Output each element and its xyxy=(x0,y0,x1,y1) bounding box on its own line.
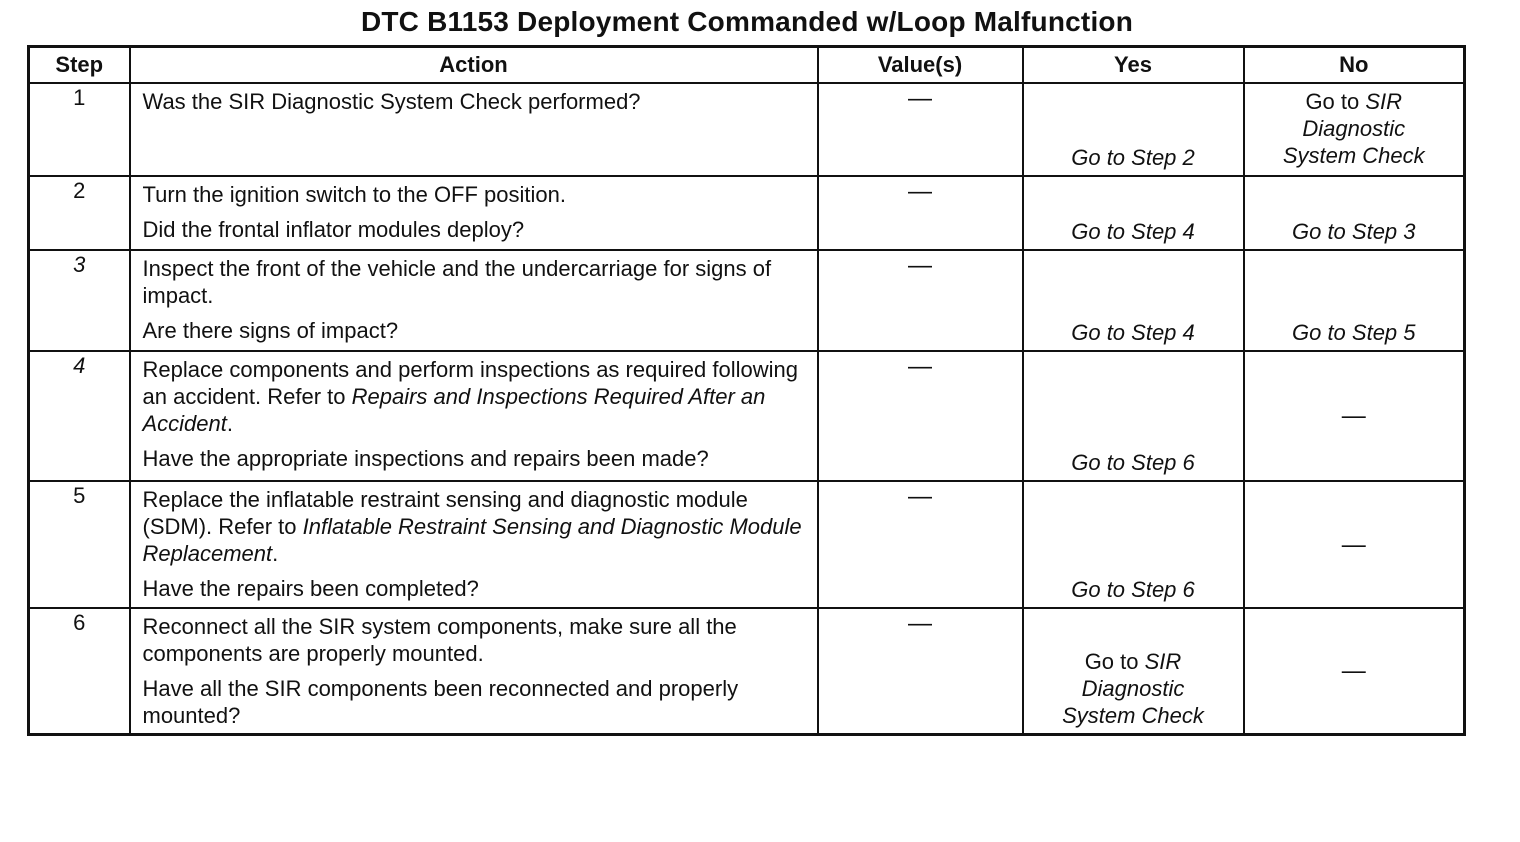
yes-cell xyxy=(1023,351,1244,481)
page-title: DTC B1153 Deployment Commanded w/Loop Malfunction xyxy=(360,6,1134,37)
no-link-ref: System Check xyxy=(1282,143,1425,168)
no-dash: — xyxy=(1341,657,1366,685)
yes-link[interactable]: Go to Step 6 xyxy=(1071,450,1195,475)
step-number: 1 xyxy=(29,83,130,176)
yes-link[interactable] xyxy=(1024,648,1243,729)
yes-cell xyxy=(1023,250,1244,351)
value-cell xyxy=(818,608,1023,735)
value-cell xyxy=(818,176,1023,250)
step-number: 6 xyxy=(29,608,130,735)
action-cell xyxy=(130,250,818,351)
table-row xyxy=(29,481,1465,608)
diagnostic-table xyxy=(27,45,1466,736)
action-reference-link[interactable]: Repairs and Inspections Required After an Accident xyxy=(142,384,766,436)
action-text-body: Replace components and perform inspections as required following an accident. Refer to xyxy=(142,357,798,409)
step-number: 2 xyxy=(29,176,130,250)
no-dash: — xyxy=(1341,531,1366,558)
action-question: Did the frontal inflator modules deploy? xyxy=(142,217,525,242)
table-row xyxy=(29,250,1465,351)
value-dash: — xyxy=(908,85,932,112)
action-cell xyxy=(130,608,818,735)
action-question: Have the appropriate inspections and repairs been made? xyxy=(142,446,709,471)
no-cell xyxy=(1244,608,1465,735)
value-cell xyxy=(818,351,1023,481)
action-cell xyxy=(130,481,818,608)
table-row xyxy=(29,351,1465,481)
action-cell xyxy=(130,351,818,481)
value-dash: — xyxy=(908,353,932,380)
action-question: Are there signs of impact? xyxy=(142,318,399,343)
action-text: Inspect the front of the vehicle and the undercarriage for signs of impact. xyxy=(142,256,772,308)
table-row xyxy=(29,608,1465,735)
yes-link-ref: SIR xyxy=(1144,649,1182,674)
value-cell xyxy=(818,481,1023,608)
step-number: 5 xyxy=(29,481,130,608)
no-link[interactable] xyxy=(1245,88,1464,169)
no-cell xyxy=(1244,250,1465,351)
action-text-body: Replace the inflatable restraint sensing and diagnostic module (SDM). Refer to xyxy=(142,487,748,539)
value-dash: — xyxy=(908,178,932,205)
value-dash: — xyxy=(908,483,932,510)
header-step: Step xyxy=(29,47,130,84)
header-no: No xyxy=(1244,47,1465,84)
yes-link-prefix: Go to xyxy=(1084,649,1145,674)
action-reference-link[interactable]: Inflatable Restraint Sensing and Diagnostic Module Replacement xyxy=(142,514,802,566)
yes-link[interactable]: Go to Step 4 xyxy=(1071,219,1195,244)
action-cell xyxy=(130,176,818,250)
action-text xyxy=(143,356,807,437)
no-link[interactable]: Go to Step 5 xyxy=(1291,320,1416,345)
action-text: Reconnect all the SIR system components, make sure all the components are properly mounted. xyxy=(142,614,737,666)
yes-cell xyxy=(1023,608,1244,735)
yes-cell xyxy=(1023,176,1244,250)
step-number: 4 xyxy=(29,351,130,481)
no-link-ref: Diagnostic xyxy=(1302,116,1406,141)
value-dash: — xyxy=(908,610,932,637)
no-link[interactable]: Go to Step 3 xyxy=(1291,219,1416,244)
header-action: Action xyxy=(130,47,818,84)
yes-link-ref: Diagnostic xyxy=(1081,676,1185,701)
no-link-ref: SIR xyxy=(1365,89,1403,114)
yes-cell xyxy=(1023,83,1244,176)
value-dash: — xyxy=(908,252,932,279)
header-values: Value(s) xyxy=(818,47,1023,84)
yes-link[interactable]: Go to Step 6 xyxy=(1071,577,1195,602)
no-cell xyxy=(1244,351,1465,481)
no-cell xyxy=(1244,83,1465,176)
table-row xyxy=(29,176,1465,250)
action-text-end: . xyxy=(226,411,234,436)
no-dash: — xyxy=(1341,402,1366,430)
table-header-row xyxy=(29,47,1465,84)
yes-cell xyxy=(1023,481,1244,608)
action-text-end: . xyxy=(272,541,279,566)
action-question: Have the repairs been completed? xyxy=(142,576,479,601)
action-text xyxy=(143,486,807,567)
action-text: Was the SIR Diagnostic System Check performed? xyxy=(142,89,641,114)
yes-link-ref: System Check xyxy=(1062,703,1204,728)
no-link-prefix: Go to xyxy=(1305,89,1366,114)
no-cell xyxy=(1244,481,1465,608)
action-text: Turn the ignition switch to the OFF position. xyxy=(142,182,566,207)
header-yes: Yes xyxy=(1023,47,1244,84)
yes-link[interactable]: Go to Step 2 xyxy=(1071,145,1195,170)
value-cell xyxy=(818,83,1023,176)
action-cell xyxy=(130,83,818,176)
table-row xyxy=(29,83,1465,176)
value-cell xyxy=(818,250,1023,351)
action-question: Have all the SIR components been reconnected and properly mounted? xyxy=(142,676,739,728)
step-number: 3 xyxy=(29,250,130,351)
no-cell xyxy=(1244,176,1465,250)
yes-link[interactable]: Go to Step 4 xyxy=(1071,320,1195,345)
